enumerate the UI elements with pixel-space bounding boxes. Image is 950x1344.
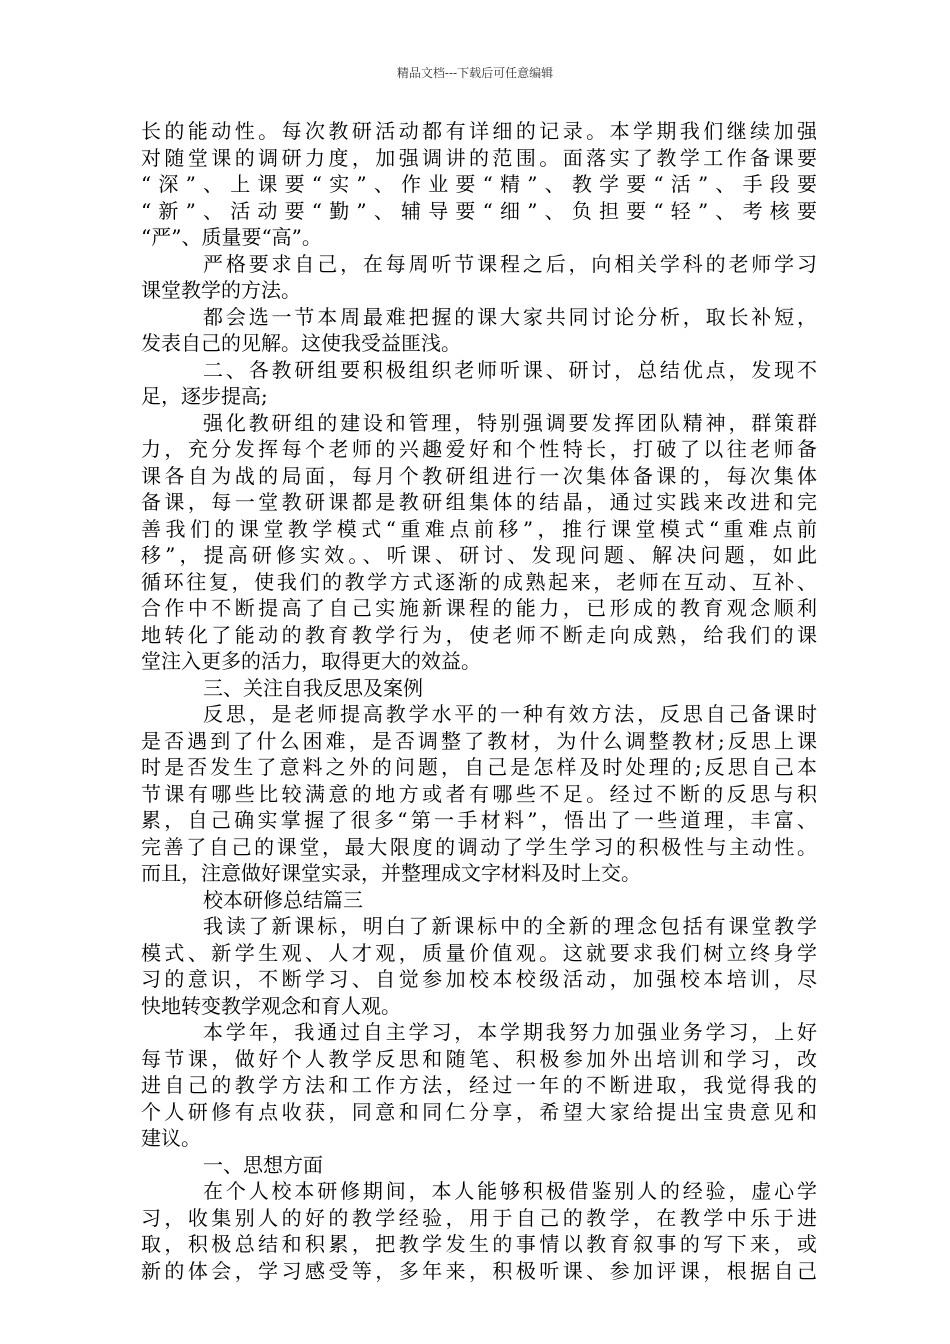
- text-line: 二、各教研组要积极组织老师听课、研讨，总结优点，发现不: [203, 357, 817, 382]
- text-line: 模式、新学生观、人才观，质量价值观。这就要求我们树立终身学: [141, 940, 817, 965]
- text-line: 节课有哪些比较满意的地方或者有哪些不足。经过不断的反思与积: [141, 781, 817, 806]
- text-line: 进自己的教学方法和工作方法，经过一年的不断进取，我觉得我的: [141, 1073, 817, 1097]
- text-line: 地转化了能动的教育教学行为，使老师不断走向成熟，给我们的课: [141, 622, 817, 647]
- text-line: 时是否发生了意料之外的问题，自己是怎样及时处理的;反思自己本: [141, 755, 817, 779]
- text-line: 快地转变教学观念和育人观。: [141, 993, 401, 1018]
- text-line: “严”、质量要“高”。: [141, 225, 322, 249]
- page-header: 精品文档---下载后可任意编辑: [396, 66, 554, 80]
- text-line: 取，积极总结和积累，把教学发生的事情以教育叙事的写下来，或: [141, 1232, 817, 1256]
- text-line: 足，逐步提高;: [141, 384, 268, 408]
- text-line: 反思，是老师提高教学水平的一种有效方法，反思自己备课时: [203, 702, 817, 726]
- text-line: 在个人校本研修期间，本人能够积极借鉴别人的经验，虚心学: [203, 1179, 817, 1203]
- text-line: 力，充分发挥每个老师的兴趣爱好和个性特长，打破了以往老师备: [141, 437, 817, 461]
- text-line: 我读了新课标，明白了新课标中的全新的理念包括有课堂教学: [203, 914, 817, 938]
- text-line: 合作中不断提高了自己实施新课程的能力，已形成的教育观念顺利: [141, 596, 817, 620]
- text-line: 三、关注自我反思及案例: [203, 675, 423, 700]
- text-line: 善我们的课堂教学模式“重难点前移”，推行课堂模式“重难点前: [141, 516, 817, 541]
- text-line: 课堂教学的方法。: [141, 278, 301, 302]
- text-line: 每节课，做好个人教学反思和随笔、积极参加外出培训和学习，改: [141, 1046, 817, 1071]
- text-line: 都会选一节本周最难把握的课大家共同讨论分析，取长补短，: [203, 304, 817, 329]
- text-line: “深”、上课要“实”、作业要“精”、教学要“活”、手段要: [141, 172, 817, 196]
- text-line: 严格要求自己，在每周听节课程之后，向相关学科的老师学习: [203, 251, 817, 276]
- text-line: 而且，注意做好课堂实录，并整理成文字材料及时上交。: [141, 861, 641, 885]
- text-line: 校本研修总结篇三: [203, 887, 363, 912]
- document-body: [141, 118, 817, 1284]
- text-line: 堂注入更多的活力，取得更大的效益。: [141, 649, 481, 673]
- text-line: 累，自己确实掌握了很多“第一手材料”，悟出了一些道理，丰富、: [141, 808, 817, 832]
- text-line: 习的意识，不断学习、自觉参加校本校级活动，加强校本培训，尽: [141, 967, 817, 991]
- text-line: 备课，每一堂教研课都是教研组集体的结晶，通过实践来改进和完: [141, 490, 817, 514]
- text-line: 发表自己的见解。这使我受益匪浅。: [141, 331, 461, 355]
- text-line: 本学年，我通过自主学习，本学期我努力加强业务学习，上好: [203, 1020, 817, 1044]
- text-line: 新的体会，学习感受等，多年来，积极听课、参加评课，根据自己: [141, 1258, 817, 1283]
- text-line: 个人研修有点收获，同意和同仁分享，希望大家给提出宝贵意见和: [141, 1099, 817, 1124]
- text-line: 循环往复，使我们的教学方式逐渐的成熟起来，老师在互动、互补、: [141, 569, 817, 594]
- text-line: 强化教研组的建设和管理，特别强调要发挥团队精神，群策群: [203, 410, 817, 435]
- text-line: 是否遇到了什么困难，是否调整了教材，为什么调整教材;反思上课: [141, 728, 817, 753]
- text-line: 移”，提高研修实效。、听课、研讨、发现问题、解决问题，如此: [141, 543, 817, 567]
- text-line: 建议。: [141, 1126, 201, 1150]
- text-line: 完善了自己的课堂，最大限度的调动了学生学习的积极性与主动性。: [141, 834, 817, 859]
- text-line: 一、思想方面: [203, 1152, 323, 1177]
- text-line: 习，收集别人的好的教学经验，用于自己的教学，在教学中乐于进: [141, 1205, 817, 1230]
- text-line: “新”、活动要“勤”、辅导要“细”、负担要“轻”、考核要: [141, 198, 817, 223]
- text-line: 课各自为战的局面，每月个教研组进行一次集体备课的，每次集体: [141, 463, 817, 488]
- text-line: 对随堂课的调研力度，加强调讲的范围。面落实了教学工作备课要: [141, 145, 817, 170]
- text-line: 长的能动性。每次教研活动都有详细的记录。本学期我们继续加强: [141, 119, 817, 143]
